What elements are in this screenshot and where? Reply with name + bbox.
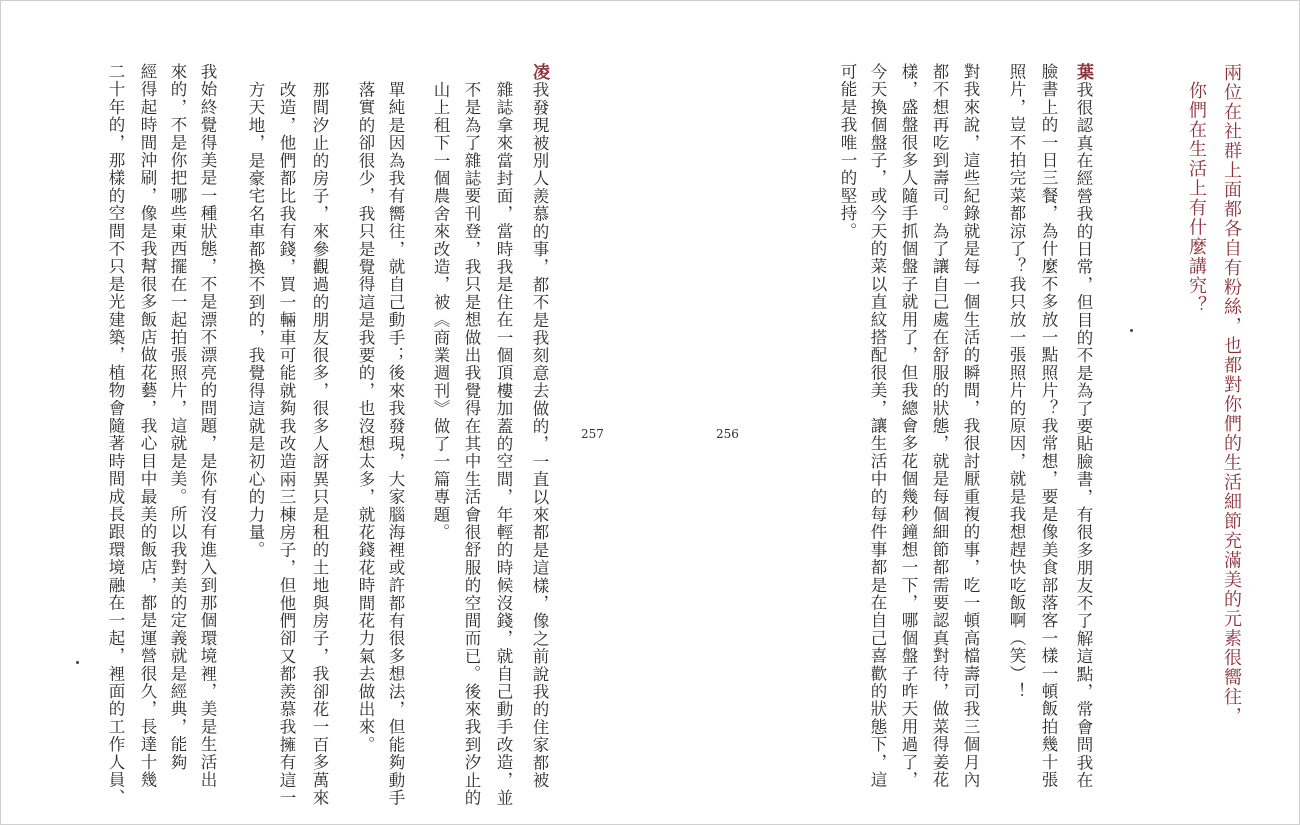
text-column: 經得起時間沖刷，像是我幫很多飯店做花藝，我心目中最美的飯店，都是運營很久，長達十幾 (138, 63, 157, 789)
interview-question-line: 兩位在社群上面都各自有粉絲，也都對你們的生活細節充滿美的元素很嚮往， (1221, 63, 1242, 726)
text-column: 落實的卻很少，我只是覺得這是我要的，也沒想太多，就花錢花時間花力氣去做出來。 (356, 81, 375, 754)
text-column: 單純是因為我有嚮往，就自己動手；後來我發現，大家腦海裡或許都有很多想法，但能夠動手 (386, 81, 405, 807)
text-column: 雜誌拿來當封面，當時我是住在一個頂樓加蓋的空間，年輕的時候沒錢，就自己動手改造，並 (494, 81, 513, 807)
text-column: 來的，不是你把哪些東西擺在一起拍張照片，這就是美。所以我對美的定義就是經典，能夠 (168, 63, 187, 771)
speaker-label: 凌 (529, 63, 549, 82)
text-column: 不是為了雜誌要刊登，我只是想做出我覺得在其中生活會很舒服的空間而已。後來我到汐止的 (462, 81, 481, 807)
scan-speck (76, 661, 79, 664)
text-column: 葉我很認真在經營我的日常，但目的不是為了要貼臉書，有很多朋友不了解這點，常會問我在 (1073, 63, 1093, 790)
page-number: 257 (581, 427, 604, 441)
text-column: 那間汐止的房子，來參觀過的朋友很多，很多人訝異只是租的土地與房子，我卻花一百多萬來 (310, 81, 329, 807)
text-column: 臉書上的一日三餐，為什麼不多放一點照片？我常想，要是像美食部落客一樣一頓飯拍幾十張 (1039, 63, 1058, 789)
text-column: 可能是我唯一的堅持。 (838, 63, 857, 240)
text-column: 對我來說，這些紀錄就是每一個生活的瞬間，我很討厭重複的事，吃一頓高檔壽司我三個月內 (961, 63, 980, 789)
text-column: 今天換個盤子，或今天的菜以直紋搭配很美，讓生活中的每件事都是在自己喜歡的狀態下，這 (868, 63, 887, 789)
text-column: 山上租下一個農舍來改造，被《商業週刊》做了一篇專題。 (431, 81, 450, 542)
text-column: 二十年的，那樣的空間不只是光建築，植物會隨著時間成長跟環境融在一起，裡面的工作人員、 (106, 63, 125, 807)
text-column: 方天地，是豪宅名車都換不到的，我覺得這就是初心的力量。 (246, 81, 265, 559)
interview-question-line: 你們在生活上有什麼講究？ (1186, 81, 1207, 315)
text-column: 樣，盛盤很多人隨手抓個盤子就用了，但我總會多花個幾秒鐘想一下，哪個盤子昨天用過了， (899, 63, 918, 789)
text-column: 凌我發現被別人羨慕的事，都不是我刻意去做的，一直以來都是這樣，像之前說我的住家都被 (529, 63, 549, 790)
text-column: 改造，他們都比我有錢，買一輛車可能就夠我改造兩三棟房子，但他們卻又都羨慕我擁有這一 (277, 81, 296, 807)
scan-speck (1130, 329, 1133, 332)
speaker-label: 葉 (1073, 63, 1093, 82)
text-column: 照片，豈不拍完菜都涼了？我只放一張照片的原因，就是我想趕快吃飯啊（笑）！ (1007, 63, 1026, 701)
right-page (650, 1, 1299, 824)
text-column: 我始終覺得美是一種狀態，不是漂不漂亮的問題，是你有沒有進入到那個環境裡，美是生活出 (198, 63, 217, 789)
left-page (1, 1, 650, 824)
page-number: 256 (716, 427, 739, 441)
text-column: 都不想再吃到壽司。為了讓自己處在舒服的狀態，就是每個細節都需要認真對待，做菜得姜花 (930, 63, 949, 789)
